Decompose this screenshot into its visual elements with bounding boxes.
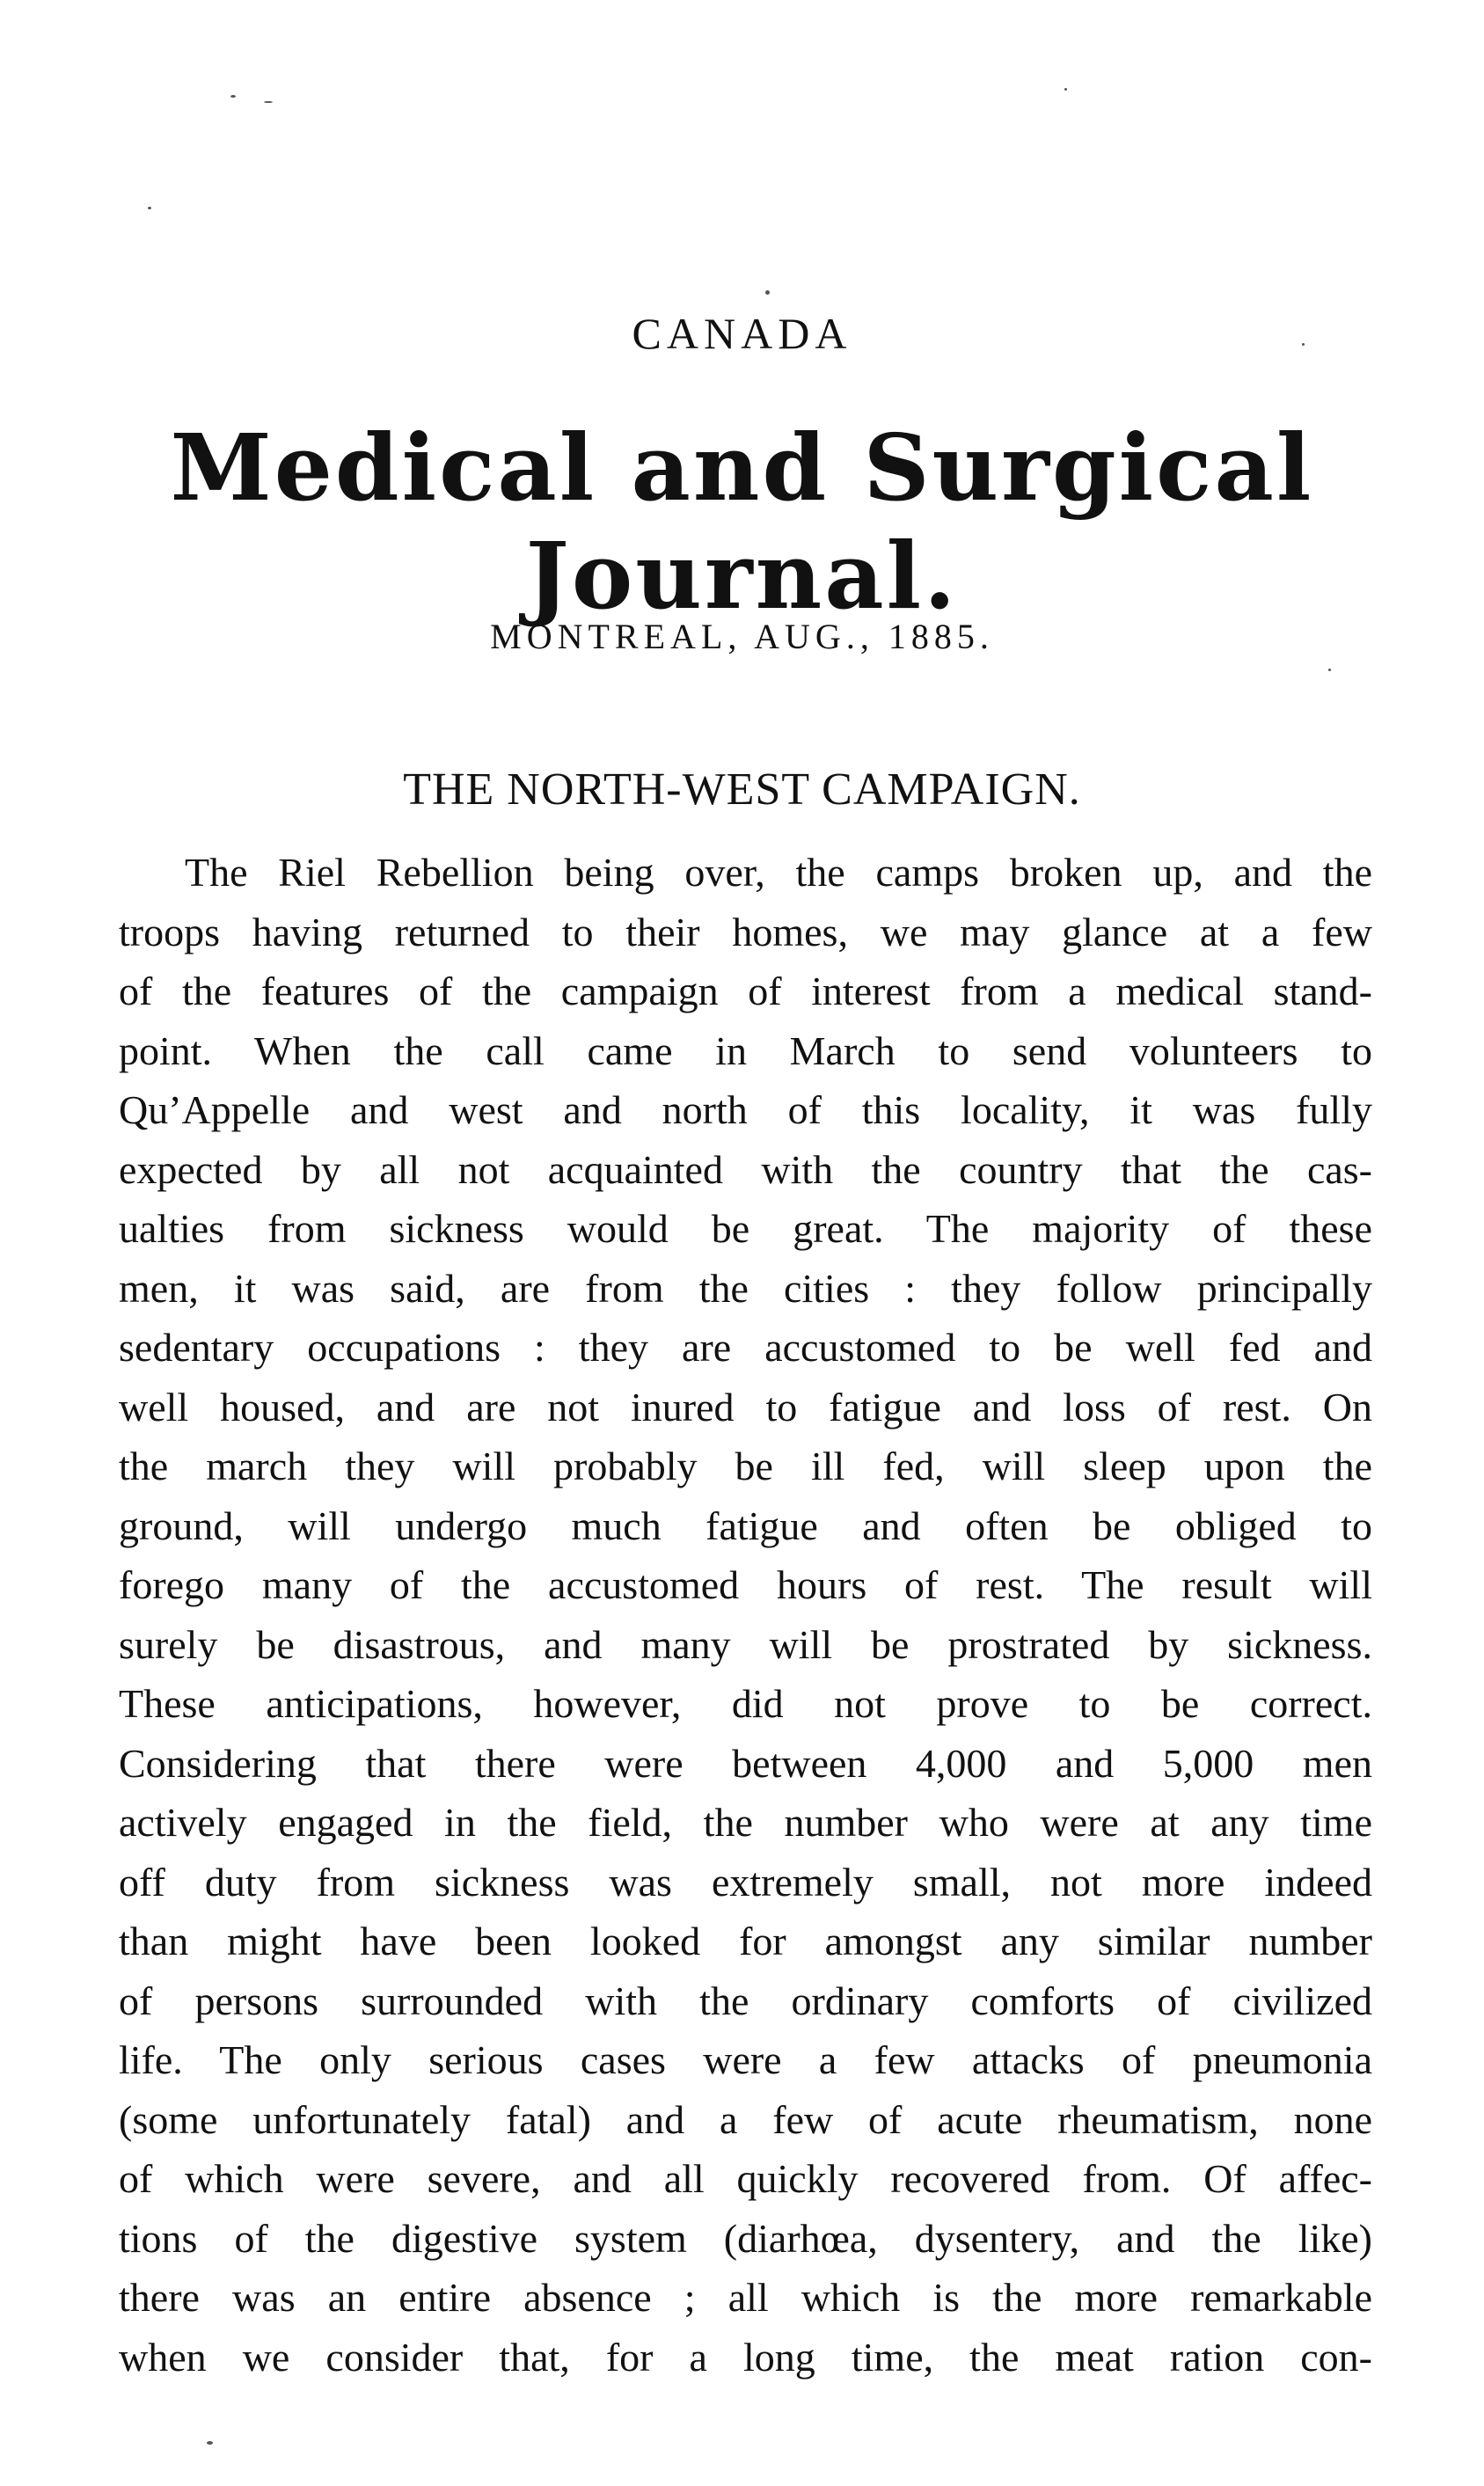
article-title: THE NORTH-WEST CAMPAIGN. — [403, 764, 1081, 815]
text-line: These anticipations, however, did not prove to be correct. — [119, 1681, 1372, 1726]
article-body — [119, 843, 1372, 2387]
text-line: than might have been looked for amongst any similar number — [119, 1919, 1372, 1963]
text-line: off duty from sickness was extremely small, not more indeed — [119, 1859, 1372, 1905]
text-line: men, it was said, are from the cities : they follow principally — [119, 1265, 1372, 1311]
text-line: Qu’Appelle and west and north of this locality, it was fully — [119, 1087, 1372, 1132]
text-line: ualties from sickness would be great. The majority of these — [119, 1206, 1372, 1251]
journal-country: CANADA — [632, 309, 852, 358]
text-line: of the features of the campaign of interest from a medical stand- — [119, 969, 1372, 1013]
print-speck — [765, 290, 770, 295]
text-line: (some unfortunately fatal) and a few of acute rheumatism, none — [119, 2096, 1372, 2142]
text-line: when we consider that, for a long time, the meat ration con- — [119, 2334, 1372, 2380]
journal-title: Medical and Surgical Journal. — [170, 413, 1314, 630]
print-speck — [148, 207, 151, 209]
text-line: of persons surrounded with the ordinary comforts of civilized — [119, 1978, 1372, 2023]
print-speck — [1064, 88, 1067, 91]
text-line: Considering that there were between 4,000 and 5,000 men — [119, 1740, 1372, 1786]
text-line: forego many of the accustomed hours of rest. The result will — [119, 1562, 1372, 1607]
text-line: surely be disastrous, and many will be prostrated by sickness. — [119, 1621, 1372, 1667]
print-speck — [230, 95, 236, 98]
print-speck — [207, 2441, 213, 2445]
text-line: of which were severe, and all quickly recovered from. Of affec- — [119, 2156, 1372, 2201]
print-speck — [264, 101, 273, 103]
text-line: ground, will undergo much fatigue and often be obliged to — [119, 1503, 1372, 1548]
text-line: there was an entire absence ; all which is the more remarkable — [119, 2275, 1372, 2320]
text-line: the march they will probably be ill fed, will sleep upon the — [119, 1444, 1372, 1488]
print-speck — [1328, 669, 1331, 671]
text-line: actively engaged in the field, the number who were at any time — [119, 1800, 1372, 1845]
text-line: sedentary occupations : they are accustomed to be well fed and — [119, 1325, 1372, 1370]
text-line: troops having returned to their homes, we may glance at a few — [119, 909, 1372, 954]
text-line: well housed, and are not inured to fatigue and loss of rest. On — [119, 1384, 1372, 1429]
text-line: The Riel Rebellion being over, the camps broken up, and the — [185, 850, 1372, 895]
text-line: life. The only serious cases were a few attacks of pneumonia — [119, 2037, 1372, 2082]
text-line: expected by all not acquainted with the country that the cas- — [119, 1146, 1372, 1192]
text-line: point. When the call came in March to send volunteers to — [119, 1027, 1372, 1073]
text-line: tions of the digestive system (diarhœa, dysentery, and the like) — [119, 2215, 1372, 2261]
dateline: MONTREAL, AUG., 1885. — [490, 617, 994, 656]
